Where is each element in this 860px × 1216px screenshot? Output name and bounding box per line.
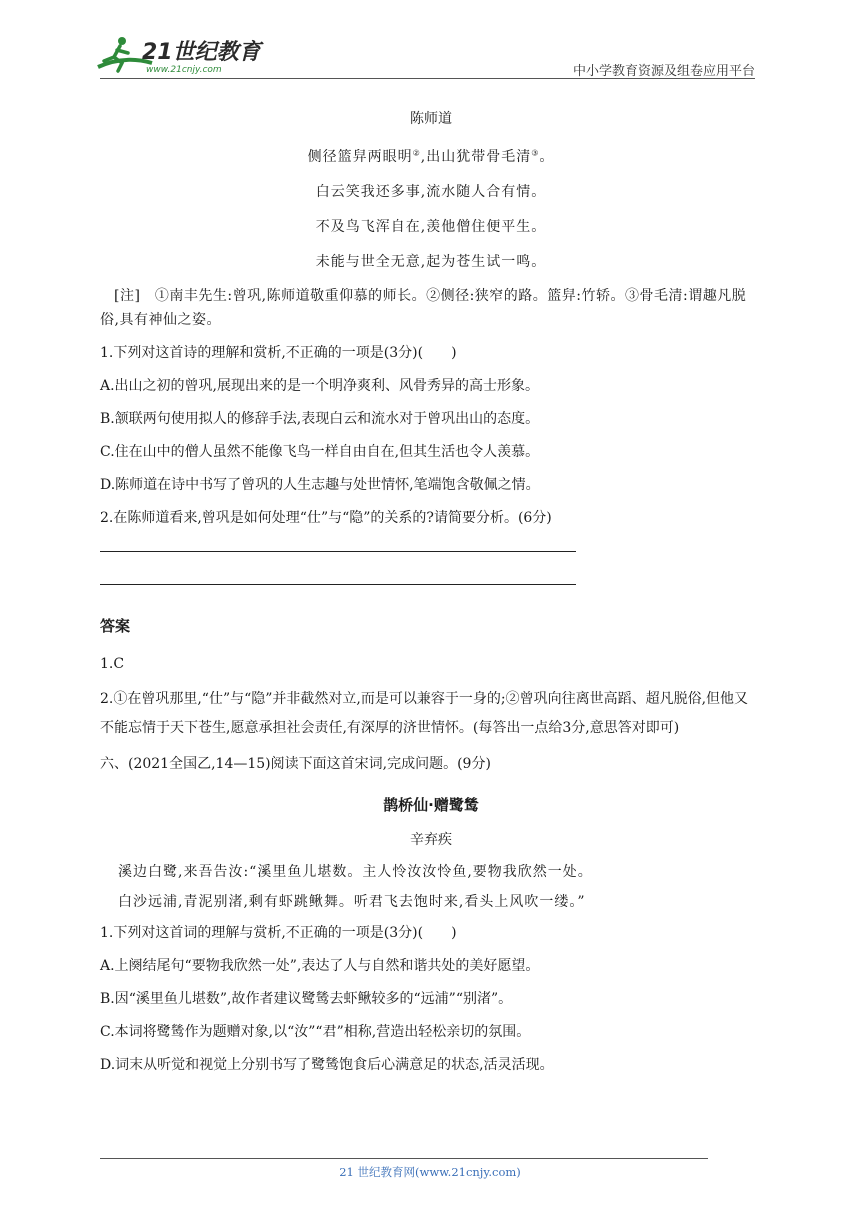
header-divider xyxy=(100,78,755,79)
logo-text: 21世纪教育 xyxy=(142,40,261,65)
question-2-stem: 2.在陈师道看来,曾巩是如何处理“仕”与“隐”的关系的?请简要分析。(6分) xyxy=(100,510,552,526)
answer-2: 2.①在曾巩那里,“仕”与“隐”并非截然对立,而是可以兼容于一身的;②曾巩向往离世高蹈、超凡脱俗,但他又不能忘情于天下苍生,愿意承担社会责任,有深厚的济世情怀。(每答出一点给3分,意思答对即可) xyxy=(100,691,749,736)
footnote-mark: ② xyxy=(412,148,421,158)
poem-line-4: 未能与世全无意,起为苍生试一鸣。 xyxy=(315,254,547,270)
answer-line xyxy=(100,584,576,585)
question-3-stem: 1.下列对这首词的理解与赏析,不正确的一项是(3分)( ) xyxy=(100,925,457,941)
site-logo xyxy=(94,33,264,77)
platform-name: 中小学教育资源及组卷应用平台 xyxy=(572,64,755,79)
poem-line-3: 不及鸟飞浑自在,羡他僧住便平生。 xyxy=(315,219,547,235)
option-d: D.陈师道在诗中书写了曾巩的人生志趣与处世情怀,笔端饱含敬佩之情。 xyxy=(100,477,540,493)
answer-line xyxy=(100,551,576,552)
ci-line-2: 白沙远浦,青泥别渚,剩有虾跳鳅舞。听君飞去饱时来,看头上风吹一缕。” xyxy=(118,894,586,910)
answer-1: 1.C xyxy=(100,656,125,672)
poem-punct: 。 xyxy=(539,149,555,165)
option-c: C.本词将鹭鸶作为题赠对象,以“汝”“君”相称,营造出轻松亲切的氛围。 xyxy=(100,1024,531,1040)
footnote-mark: ③ xyxy=(531,148,540,158)
option-a: A.出山之初的曾巩,展现出来的是一个明净爽利、风骨秀异的高士形象。 xyxy=(100,378,540,394)
poem-author: 陈师道 xyxy=(410,111,452,127)
option-a: A.上阕结尾句“要物我欣然一处”,表达了人与自然和谐共处的美好愿望。 xyxy=(100,958,540,974)
logo-url: www.21cnjy.com xyxy=(146,65,222,75)
question-1-stem: 1.下列对这首诗的理解和赏析,不正确的一项是(3分)( ) xyxy=(100,345,457,361)
option-b: B.颔联两句使用拟人的修辞手法,表现白云和流水对于曾巩出山的态度。 xyxy=(100,411,540,427)
ci-line-1: 溪边白鹭,来吾告汝:“溪里鱼儿堪数。主人怜汝汝怜鱼,要物我欣然一处。 xyxy=(118,864,593,880)
option-d: D.词末从听觉和视觉上分别书写了鹭鸶饱食后心满意足的状态,活灵活现。 xyxy=(100,1057,554,1073)
footer-text: 21 世纪教育网(www.21cnjy.com) xyxy=(339,1165,521,1179)
poem-line-1 xyxy=(100,146,762,166)
footer-divider xyxy=(100,1158,708,1159)
answer-heading: 答案 xyxy=(100,617,131,635)
option-c: C.住在山中的僧人虽然不能像飞鸟一样自由自在,但其生活也令人羡慕。 xyxy=(100,444,540,460)
poem-line-2: 白云笑我还多事,流水随人合有情。 xyxy=(315,184,547,200)
poem-punct: , xyxy=(420,149,427,165)
runner-logo-icon xyxy=(94,33,264,77)
ci-title: 鹊桥仙·赠鹭鸶 xyxy=(383,796,479,814)
ci-author: 辛弃疾 xyxy=(410,832,452,848)
poem-note: [注] ①南丰先生:曾巩,陈师道敬重仰慕的师长。②侧径:狭窄的路。篮舁:竹轿。③骨毛清:谓趣凡脱俗,具有神仙之姿。 xyxy=(100,288,747,328)
poem-line-1a: 侧径篮舁两眼明 xyxy=(307,149,413,165)
poem-line-1b: 出山犹带骨毛清 xyxy=(426,149,532,165)
section-6-heading: 六、(2021全国乙,14—15)阅读下面这首宋词,完成问题。(9分) xyxy=(100,756,491,772)
document-body xyxy=(100,100,762,1077)
option-b: B.因“溪里鱼儿堪数”,故作者建议鹭鸶去虾鳅较多的“远浦”“别渚”。 xyxy=(100,991,513,1007)
